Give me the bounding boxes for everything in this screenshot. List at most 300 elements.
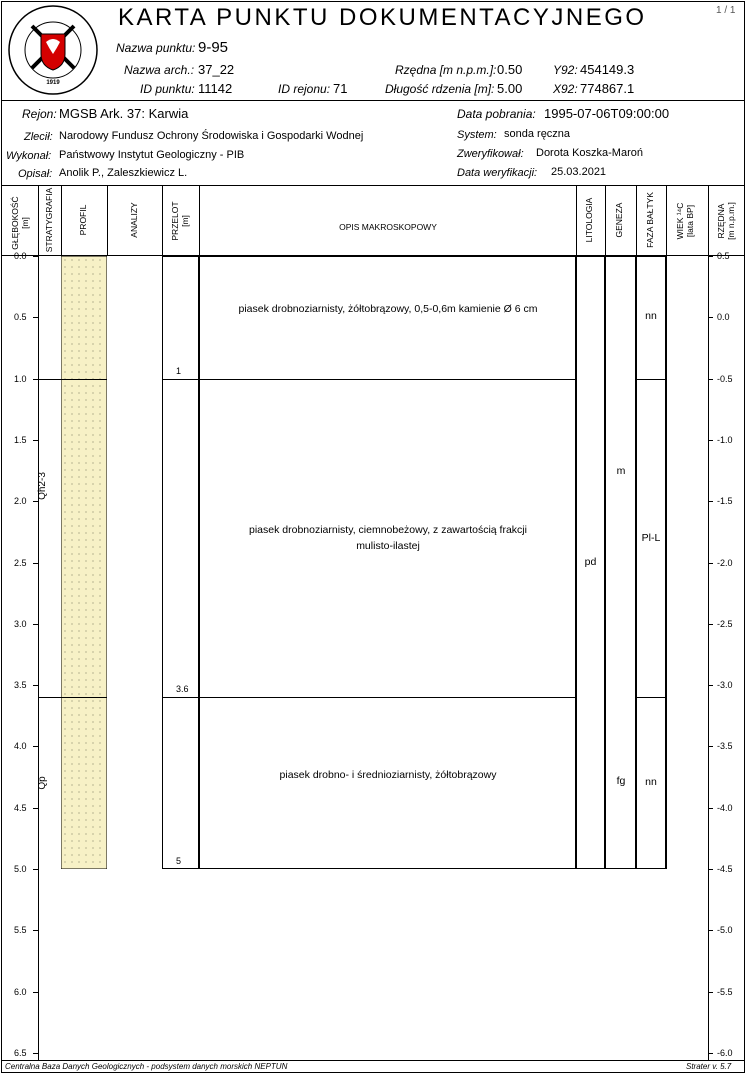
sand-dot [85, 812, 86, 813]
sand-dot [99, 686, 100, 687]
sand-dot [99, 525, 100, 526]
sand-dot [64, 399, 65, 400]
sand-dot [99, 553, 100, 554]
przelot-value: 1 [176, 365, 182, 376]
rzedna-value: 0.50 [497, 62, 523, 77]
sand-dot [64, 742, 65, 743]
sand-dot [64, 406, 65, 407]
sand-dot [85, 371, 86, 372]
elevation-tick-label: -4.5 [717, 864, 733, 874]
sand-dot [78, 322, 79, 323]
data-pobrania-value: 1995-07-06T09:00:00 [544, 106, 670, 121]
sand-dot [85, 427, 86, 428]
sand-dot [71, 518, 72, 519]
sand-dot [64, 532, 65, 533]
sand-dot [71, 700, 72, 701]
elevation-tick [708, 930, 713, 931]
sand-dot [92, 644, 93, 645]
layer-description: piasek drobno- i średnioziarnisty, żółtobrązowy [279, 769, 497, 782]
sand-dot [99, 728, 100, 729]
sand-dot [92, 819, 93, 820]
sand-dot [85, 700, 86, 701]
sand-dot [99, 357, 100, 358]
sand-dot [71, 546, 72, 547]
sand-dot [85, 546, 86, 547]
sand-dot [64, 763, 65, 764]
sand-dot [99, 315, 100, 316]
faza-value: Pl-L [641, 532, 661, 544]
sand-dot [85, 595, 86, 596]
sand-dot [78, 651, 79, 652]
sand-dot [64, 672, 65, 673]
zweryfikowal-value: Dorota Koszka-Maroń [536, 147, 643, 159]
elevation-tick-label: 0.0 [717, 312, 730, 323]
sand-dot [78, 791, 79, 792]
depth-tick [33, 869, 38, 870]
sand-dot [85, 840, 86, 841]
sand-dot [99, 721, 100, 722]
layer-description: piasek drobnoziarnisty, żółtobrązowy, 0,5-0,6m kamienie Ø 6 cm [238, 303, 538, 316]
sand-dot [85, 385, 86, 386]
sand-dot [71, 693, 72, 694]
sand-dot [71, 588, 72, 589]
table-top-line [2, 185, 744, 186]
sand-dot [71, 525, 72, 526]
sand-dot [64, 707, 65, 708]
sand-dot [64, 602, 65, 603]
nazwa-punktu-value: 9-95 [198, 39, 229, 56]
sand-dot [99, 602, 100, 603]
sand-dot [71, 581, 72, 582]
sand-dot [92, 560, 93, 561]
sand-dot [64, 455, 65, 456]
sand-dot [92, 700, 93, 701]
sand-dot [99, 630, 100, 631]
sand-dot [71, 280, 72, 281]
sand-dot [92, 483, 93, 484]
footer-left: Centralna Baza Danych Geologicznych - podsystem danych morskich NEPTUN [5, 1062, 288, 1071]
sand-dot [78, 581, 79, 582]
id-punktu-label: ID punktu: [140, 82, 195, 96]
sand-dot [85, 728, 86, 729]
sand-dot [85, 567, 86, 568]
elevation-tick-label: -3.5 [717, 741, 733, 752]
sand-dot [99, 756, 100, 757]
elevation-tick-label: -5.0 [717, 925, 733, 936]
sand-dot [71, 784, 72, 785]
stratigraphy-label: Qh2-3 [37, 472, 48, 500]
sand-dot [71, 623, 72, 624]
layer-boundary [38, 379, 107, 380]
sand-dot [92, 280, 93, 281]
sand-dot [78, 763, 79, 764]
sand-dot [71, 315, 72, 316]
sand-dot [78, 469, 79, 470]
sand-dot [99, 560, 100, 561]
sand-dot [92, 308, 93, 309]
sand-dot [78, 406, 79, 407]
sand-dot [99, 798, 100, 799]
sand-dot [78, 546, 79, 547]
sand-dot [64, 329, 65, 330]
sand-dot [64, 679, 65, 680]
sand-dot [78, 721, 79, 722]
sand-dot [64, 637, 65, 638]
sand-dot [71, 658, 72, 659]
sand-dot [99, 679, 100, 680]
sand-dot [64, 721, 65, 722]
sand-dot [85, 651, 86, 652]
sand-dot [85, 399, 86, 400]
nazwa-arch-value: 37_22 [198, 62, 235, 77]
page-title: KARTA PUNKTU DOKUMENTACYJNEGO [118, 4, 647, 31]
sand-dot [64, 427, 65, 428]
sand-dot [71, 609, 72, 610]
depth-tick-label: 5.5 [14, 925, 27, 936]
sand-dot [92, 798, 93, 799]
faza-value: nn [645, 776, 657, 789]
sand-dot [64, 553, 65, 554]
sand-dot [92, 861, 93, 862]
sand-dot [78, 798, 79, 799]
sand-dot [99, 693, 100, 694]
sand-dot [64, 343, 65, 344]
przelot-value: 5 [176, 856, 182, 866]
sand-dot [92, 413, 93, 414]
sand-dot [85, 854, 86, 855]
sand-dot [99, 567, 100, 568]
sand-dot [64, 539, 65, 540]
sand-dot [92, 812, 93, 813]
sand-dot [78, 294, 79, 295]
sand-dot [71, 385, 72, 386]
sand-dot [64, 770, 65, 771]
sand-dot [99, 700, 100, 701]
sand-dot [71, 455, 72, 456]
depth-tick-label: 3.5 [14, 680, 27, 691]
sand-dot [64, 833, 65, 834]
sand-dot [85, 637, 86, 638]
sand-dot [71, 756, 72, 757]
sand-dot [92, 805, 93, 806]
sand-dot [71, 742, 72, 743]
sand-dot [85, 714, 86, 715]
sand-dot [64, 350, 65, 351]
sand-dot [99, 280, 100, 281]
sand-dot [99, 714, 100, 715]
sand-dot [64, 490, 65, 491]
sand-dot [64, 840, 65, 841]
elevation-tick-label: -2.0 [717, 557, 733, 568]
depth-tick [33, 563, 38, 564]
data-weryfikacji-label: Data weryfikacji: [457, 167, 538, 179]
sand-dot [78, 805, 79, 806]
sand-dot [78, 609, 79, 610]
sand-dot [64, 413, 65, 414]
sand-dot [99, 427, 100, 428]
sand-dot [71, 847, 72, 848]
sand-dot [85, 301, 86, 302]
sand-dot [85, 504, 86, 505]
sand-dot [71, 763, 72, 764]
sand-dot [64, 784, 65, 785]
sand-dot [64, 280, 65, 281]
sand-dot [71, 553, 72, 554]
sand-dot [92, 420, 93, 421]
depth-tick-label: 2.0 [14, 496, 27, 507]
sand-dot [85, 532, 86, 533]
sand-dot [99, 791, 100, 792]
sand-dot [85, 805, 86, 806]
sand-dot [92, 630, 93, 631]
col-header-litologia: LITOLOGIA [584, 197, 594, 243]
sand-dot [99, 854, 100, 855]
sand-dot [92, 329, 93, 330]
sand-dot [64, 854, 65, 855]
sand-dot [71, 511, 72, 512]
sand-dot [64, 259, 65, 260]
sand-dot [99, 847, 100, 848]
sand-dot [85, 791, 86, 792]
sand-dot [85, 861, 86, 862]
sand-dot [78, 665, 79, 666]
sand-dot [64, 574, 65, 575]
sand-dot [78, 672, 79, 673]
header-divider [2, 100, 744, 101]
sand-dot [64, 301, 65, 302]
sand-dot [99, 518, 100, 519]
sand-dot [99, 595, 100, 596]
sand-dot [78, 644, 79, 645]
id-rejonu-value: 71 [333, 81, 348, 96]
depth-tick [33, 256, 38, 257]
elevation-tick [708, 379, 713, 380]
sand-dot [71, 679, 72, 680]
sand-dot [85, 847, 86, 848]
sand-dot [64, 812, 65, 813]
x92-value: 774867.1 [580, 81, 635, 96]
sand-dot [92, 371, 93, 372]
sand-dot [92, 343, 93, 344]
col-divider [199, 185, 200, 255]
elevation-tick [708, 624, 713, 625]
sand-dot [78, 483, 79, 484]
id-punktu-value: 11142 [198, 81, 233, 96]
sand-dot [85, 693, 86, 694]
sand-dot [99, 504, 100, 505]
sand-dot [71, 798, 72, 799]
sand-dot [78, 567, 79, 568]
depth-tick [33, 992, 38, 993]
sand-dot [71, 350, 72, 351]
sand-dot [71, 336, 72, 337]
sand-dot [64, 847, 65, 848]
sand-dot [78, 518, 79, 519]
sand-dot [92, 665, 93, 666]
elevation-tick [708, 992, 713, 993]
elevation-tick [708, 746, 713, 747]
sand-dot [71, 476, 72, 477]
sand-dot [99, 266, 100, 267]
sand-dot [78, 595, 79, 596]
sand-dot [71, 728, 72, 729]
sand-dot [78, 413, 79, 414]
sand-dot [99, 819, 100, 820]
sand-dot [99, 623, 100, 624]
sand-dot [64, 700, 65, 701]
sand-dot [92, 525, 93, 526]
col-header-przelot: PRZELOT [m] [170, 201, 190, 241]
sand-dot [85, 497, 86, 498]
sand-dot [71, 791, 72, 792]
col-header-geneza: GENEZA [614, 202, 624, 238]
sand-dot [71, 392, 72, 393]
wykonal-value: Państwowy Instytut Geologiczny - PIB [59, 149, 245, 161]
sand-dot [71, 364, 72, 365]
sand-dot [64, 546, 65, 547]
sand-dot [92, 574, 93, 575]
sand-dot [92, 364, 93, 365]
sand-dot [64, 616, 65, 617]
col-divider [708, 185, 709, 1060]
sand-dot [85, 315, 86, 316]
sand-dot [64, 462, 65, 463]
col-header-faza: FAZA BAŁTYK [645, 192, 655, 248]
sand-dot [64, 560, 65, 561]
depth-tick [33, 317, 38, 318]
sand-dot [64, 294, 65, 295]
sand-dot [99, 413, 100, 414]
col-header-stratygrafia: STRATYGRAFIA [44, 187, 54, 253]
sand-dot [71, 861, 72, 862]
sand-dot [99, 770, 100, 771]
sand-dot [78, 266, 79, 267]
sand-dot [99, 511, 100, 512]
sand-dot [78, 714, 79, 715]
sand-dot [99, 812, 100, 813]
sand-dot [85, 553, 86, 554]
sand-dot [92, 763, 93, 764]
sand-dot [92, 833, 93, 834]
sand-dot [71, 406, 72, 407]
sand-dot [78, 749, 79, 750]
sand-dot [85, 679, 86, 680]
depth-tick-label: 1.0 [14, 373, 27, 384]
elevation-tick [708, 685, 713, 686]
sand-dot [78, 560, 79, 561]
sand-dot [64, 266, 65, 267]
sand-dot [78, 630, 79, 631]
sand-dot [71, 490, 72, 491]
sand-dot [85, 672, 86, 673]
sand-dot [99, 336, 100, 337]
sand-dot [99, 826, 100, 827]
sand-dot [92, 847, 93, 848]
sand-dot [99, 616, 100, 617]
sand-dot [71, 672, 72, 673]
sand-dot [99, 546, 100, 547]
sand-dot [99, 609, 100, 610]
sand-dot [64, 434, 65, 435]
sand-dot [85, 763, 86, 764]
sand-dot [71, 273, 72, 274]
depth-tick-label: 4.5 [14, 802, 27, 813]
sand-dot [85, 441, 86, 442]
depth-tick-label: 4.0 [14, 741, 27, 752]
sand-dot [92, 693, 93, 694]
sand-dot [64, 623, 65, 624]
depth-tick [33, 440, 38, 441]
sand-dot [92, 441, 93, 442]
sand-dot [85, 707, 86, 708]
sand-dot [71, 357, 72, 358]
geneza-value: m [616, 465, 626, 477]
sand-dot [92, 322, 93, 323]
sand-dot [99, 371, 100, 372]
sand-dot [64, 644, 65, 645]
sand-dot [92, 595, 93, 596]
depth-tick-label: 3.0 [14, 618, 27, 629]
depth-tick [33, 685, 38, 686]
sand-dot [78, 553, 79, 554]
sand-dot [99, 273, 100, 274]
sand-dot [99, 658, 100, 659]
sand-dot [64, 448, 65, 449]
sand-dot [85, 329, 86, 330]
sand-dot [78, 476, 79, 477]
sand-dot [85, 581, 86, 582]
sand-dot [64, 441, 65, 442]
sand-dot [99, 861, 100, 862]
depth-tick-label: 5.0 [14, 864, 27, 874]
data-pobrania-label: Data pobrania: [457, 107, 536, 121]
elevation-tick-label: -6.0 [717, 1047, 733, 1058]
sand-dot [85, 434, 86, 435]
opisal-label: Opisał: [18, 168, 53, 180]
sand-dot [92, 406, 93, 407]
elevation-tick [708, 440, 713, 441]
sand-dot [71, 420, 72, 421]
sand-dot [64, 483, 65, 484]
sand-dot [78, 693, 79, 694]
sand-dot [85, 392, 86, 393]
sand-dot [64, 749, 65, 750]
sand-dot [64, 357, 65, 358]
sand-dot [71, 294, 72, 295]
sand-dot [92, 735, 93, 736]
sand-dot [78, 497, 79, 498]
sand-dot [92, 784, 93, 785]
sand-dot [92, 637, 93, 638]
sand-dot [99, 581, 100, 582]
sand-dot [78, 700, 79, 701]
sand-dot [78, 420, 79, 421]
sand-dot [71, 322, 72, 323]
sand-dot [99, 476, 100, 477]
sand-dot [85, 574, 86, 575]
sand-dot [92, 826, 93, 827]
sand-dot [92, 623, 93, 624]
sand-dot [92, 756, 93, 757]
nazwa-arch-label: Nazwa arch.: [124, 63, 195, 77]
col-header-analizy: ANALIZY [129, 202, 139, 238]
sand-dot [85, 630, 86, 631]
sand-dot [92, 301, 93, 302]
sand-dot [64, 273, 65, 274]
sand-dot [92, 357, 93, 358]
sand-dot [64, 308, 65, 309]
sand-dot [85, 588, 86, 589]
